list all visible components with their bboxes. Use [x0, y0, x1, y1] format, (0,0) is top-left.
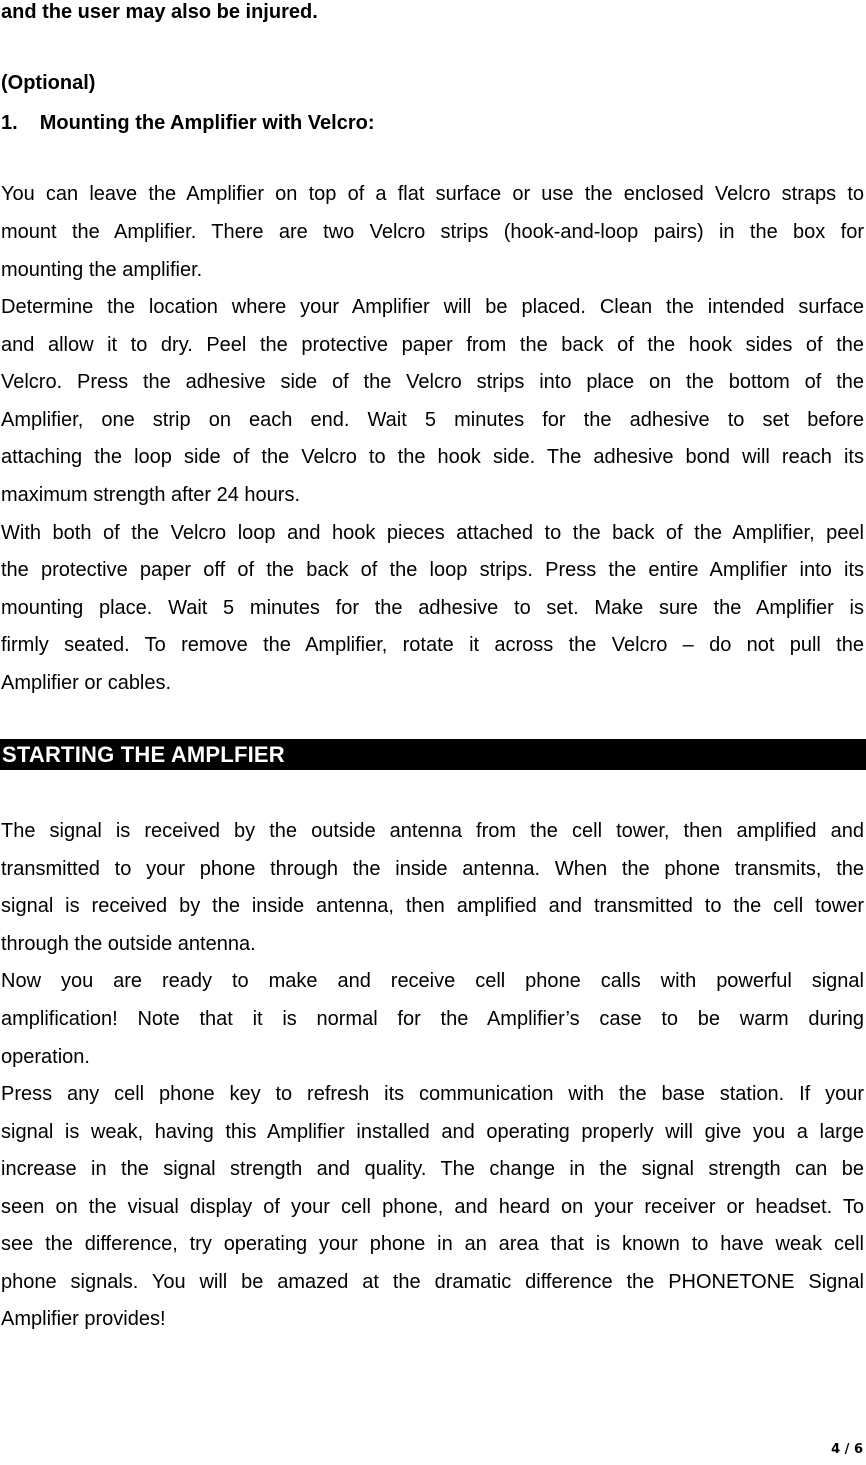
- section-heading: STARTING THE AMPLFIER: [2, 742, 285, 767]
- starting-paragraph-3-line: increase in the signal strength and quality. The change in the signal strength can be: [1, 1158, 864, 1180]
- numbered-heading: [1, 111, 864, 135]
- starting-paragraph-1-line: signal is received by the inside antenna, then amplified and transmitted to the cell tower: [1, 895, 864, 917]
- velcro-paragraph-2-line: Velcro. Press the adhesive side of the Velcro strips into place on the bottom of the: [1, 371, 864, 393]
- starting-paragraph-2-line: operation.: [1, 1046, 90, 1068]
- starting-paragraph-3-line: Press any cell phone key to refresh its communication with the base station. If your: [1, 1083, 864, 1105]
- item-number: 1.: [1, 112, 18, 134]
- velcro-paragraph-2-line: Determine the location where your Amplifier will be placed. Clean the intended surface: [1, 296, 864, 318]
- velcro-paragraph-3-line: firmly seated. To remove the Amplifier, rotate it across the Velcro – do not pull the: [1, 634, 864, 656]
- starting-paragraph-3-line: seen on the visual display of your cell phone, and heard on your receiver or headset. To: [1, 1196, 864, 1218]
- starting-paragraph-3-line: Amplifier provides!: [1, 1308, 166, 1330]
- velcro-paragraph-1-line: mount the Amplifier. There are two Velcro strips (hook-and-loop pairs) in the box for: [1, 221, 864, 243]
- velcro-paragraph-3-line: With both of the Velcro loop and hook pieces attached to the back of the Amplifier, peel: [1, 522, 864, 544]
- velcro-paragraph-2-line: maximum strength after 24 hours.: [1, 484, 301, 506]
- item-title: Mounting the Amplifier with Velcro:: [39, 112, 375, 134]
- starting-paragraph-3-line: signal is weak, having this Amplifier installed and operating properly will give you a large: [1, 1121, 864, 1143]
- page-number: 4 / 6: [831, 1442, 863, 1457]
- velcro-paragraph-1-line: You can leave the Amplifier on top of a flat surface or use the enclosed Velcro straps to: [1, 183, 864, 205]
- velcro-paragraph-3-line: the protective paper off of the back of the loop strips. Press the entire Amplifier into its: [1, 559, 864, 581]
- velcro-paragraph-2-line: attaching the loop side of the Velcro to the hook side. The adhesive bond will reach its: [1, 446, 864, 468]
- starting-paragraph-2-line: Now you are ready to make and receive cell phone calls with powerful signal: [1, 970, 864, 992]
- starting-paragraph-2-line: amplification! Note that it is normal for the Amplifier’s case to be warm during: [1, 1008, 864, 1030]
- velcro-paragraph-3-line: Amplifier or cables.: [1, 672, 172, 694]
- starting-paragraph-1-line: transmitted to your phone through the inside antenna. When the phone transmits, the: [1, 858, 864, 880]
- optional-label: (Optional): [1, 72, 96, 94]
- starting-paragraph-1-line: through the outside antenna.: [1, 933, 256, 955]
- velcro-paragraph-3-line: mounting place. Wait 5 minutes for the adhesive to set. Make sure the Amplifier is: [1, 597, 864, 619]
- velcro-paragraph-2-line: and allow it to dry. Peel the protective paper from the back of the hook sides of the: [1, 334, 864, 356]
- starting-paragraph-1-line: The signal is received by the outside antenna from the cell tower, then amplified and: [1, 820, 864, 842]
- starting-paragraph-3-line: phone signals. You will be amazed at the dramatic difference the PHONETONE Signal: [1, 1271, 864, 1293]
- velcro-paragraph-2-line: Amplifier, one strip on each end. Wait 5 minutes for the adhesive to set before: [1, 409, 864, 431]
- intro-continuation-text: and the user may also be injured.: [1, 1, 318, 23]
- section-heading-bar: [0, 739, 866, 770]
- starting-paragraph-3-line: see the difference, try operating your phone in an area that is known to have weak cell: [1, 1233, 864, 1255]
- velcro-paragraph-1-line: mounting the amplifier.: [1, 259, 203, 281]
